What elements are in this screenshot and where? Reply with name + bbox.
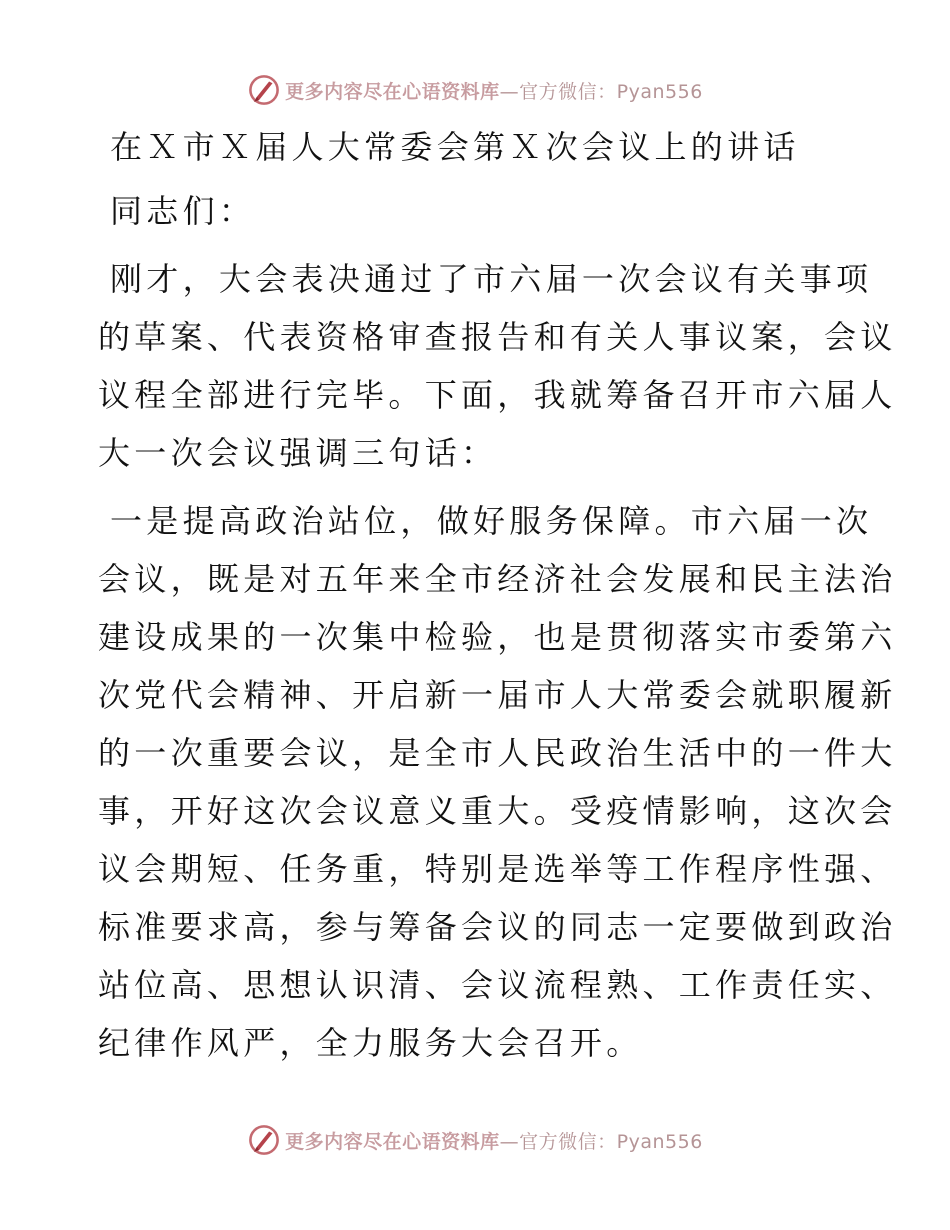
document-title: 在Ｘ市Ｘ届人大常委会第Ｘ次会议上的讲话: [110, 128, 800, 166]
watermark-main-text: 更多内容尽在心语资料库: [285, 1130, 500, 1153]
paragraph-line: 事，开好这次会议意义重大。受疫情影响，这次会: [98, 792, 897, 830]
watermark-sub-text: —官方微信：Pyan556: [499, 1130, 703, 1153]
watermark-sub-text: —官方微信：Pyan556: [499, 80, 703, 103]
watermark-main-text: 更多内容尽在心语资料库: [285, 80, 500, 103]
paragraph-line: 大一次会议强调三句话：: [98, 434, 498, 472]
paragraph-line: 次党代会精神、开启新一届市人大常委会就职履新: [98, 676, 897, 714]
paragraph-line: 的一次重要会议，是全市人民政治生活中的一件大: [98, 734, 897, 772]
paragraph-line: 标准要求高，参与筹备会议的同志一定要做到政治: [98, 908, 897, 946]
paragraph-line: 建设成果的一次集中检验，也是贯彻落实市委第六: [98, 618, 897, 656]
header-watermark: [0, 70, 950, 110]
paragraph-line: 议程全部进行完毕。下面，我就筹备召开市六届人: [98, 376, 897, 414]
quill-seal-icon: [247, 1123, 281, 1157]
paragraph-line: 一是提高政治站位，做好服务保障。市六届一次: [110, 502, 873, 540]
footer-watermark: [0, 1120, 950, 1160]
paragraph-2: [98, 492, 897, 1072]
quill-seal-icon: [247, 73, 281, 107]
paragraph-line: 纪律作风严，全力服务大会召开。: [98, 1024, 643, 1062]
paragraph-line: 站位高、思想认识清、会议流程熟、工作责任实、: [98, 966, 897, 1004]
paragraph-line: 会议，既是对五年来全市经济社会发展和民主法治: [98, 560, 897, 598]
paragraph-line: 的草案、代表资格审查报告和有关人事议案，会议: [98, 318, 897, 356]
document-body: [98, 118, 897, 1072]
salutation: 同志们：: [110, 192, 256, 230]
paragraph-1: [98, 250, 897, 482]
paragraph-line: 刚才，大会表决通过了市六届一次会议有关事项: [110, 260, 873, 298]
paragraph-line: 议会期短、任务重，特别是选举等工作程序性强、: [98, 850, 897, 888]
